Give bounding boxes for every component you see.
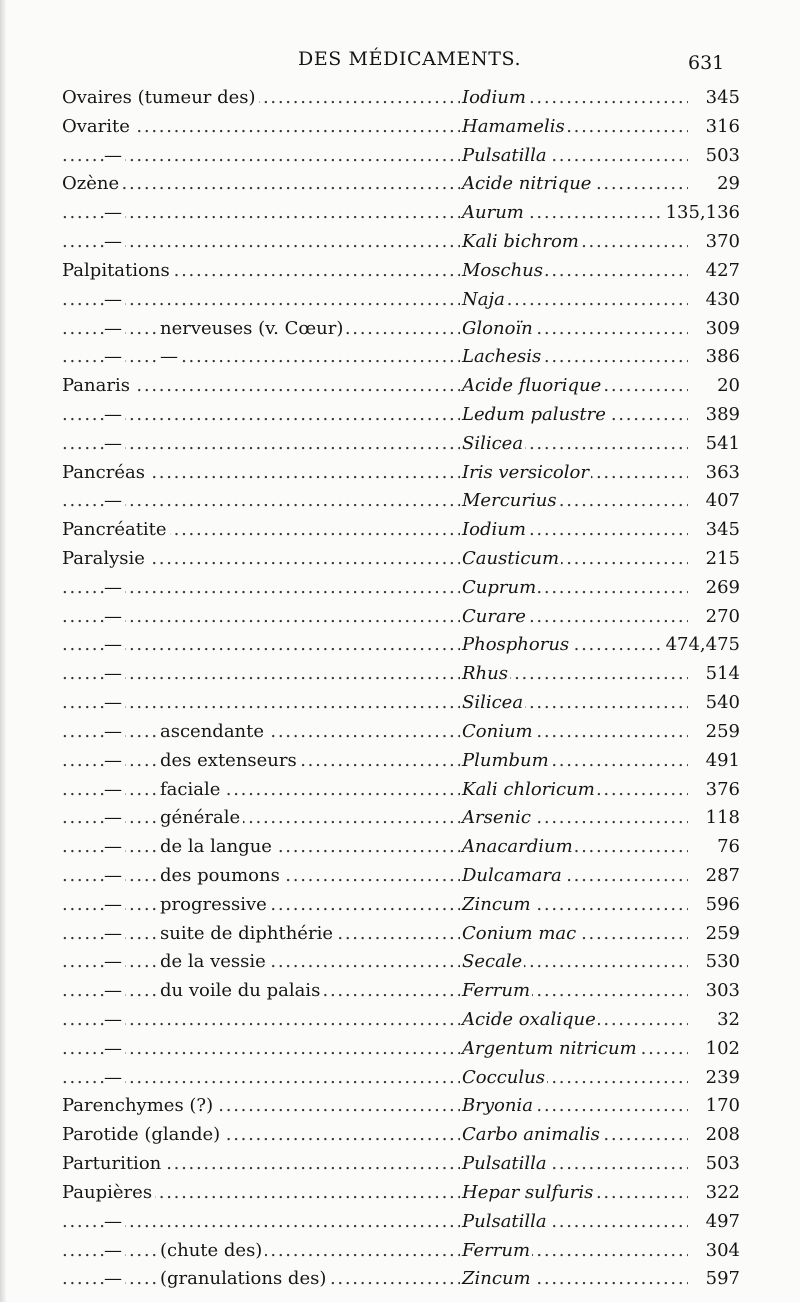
entry-subterm: ascendante	[160, 718, 267, 746]
entry-page-ref: 259	[703, 920, 740, 948]
entry-page-ref: 287	[703, 862, 740, 890]
entry-page-ref: 270	[703, 603, 740, 631]
entry-term: —	[104, 718, 125, 746]
entry-remedy: Mercurius	[462, 487, 559, 515]
entry-subterm: faciale	[160, 776, 223, 804]
index-entry	[0, 315, 800, 344]
entry-page-ref: 345	[703, 84, 740, 112]
entry-page-ref: 170	[703, 1092, 740, 1120]
entry-subterm: progressive	[160, 891, 270, 919]
entry-remedy: Bryonia	[462, 1092, 535, 1120]
entry-term: —	[104, 603, 125, 631]
entry-remedy: Pulsatilla	[462, 1150, 549, 1178]
entry-remedy: Pulsatilla	[462, 1208, 549, 1236]
entry-page-ref: 497	[703, 1208, 740, 1236]
entry-term: Pancréatite	[62, 516, 170, 544]
entry-page-ref: 29	[714, 170, 740, 198]
entry-term: Ozène	[62, 170, 122, 198]
entry-term: —	[104, 343, 125, 371]
index-entry	[0, 516, 800, 545]
index-entry	[0, 948, 800, 977]
index-entry	[0, 833, 800, 862]
entry-remedy: Iodium	[462, 84, 528, 112]
index-entry	[0, 920, 800, 949]
entry-page-ref: 596	[703, 891, 740, 919]
entry-remedy: Zincum	[462, 1265, 533, 1293]
entry-term: —	[104, 315, 125, 343]
entry-remedy: Arsenic	[462, 804, 533, 832]
entry-term: —	[104, 776, 125, 804]
entry-term: Parenchymes (?)	[62, 1092, 216, 1120]
index-entry	[0, 170, 800, 199]
index-entry	[0, 1035, 800, 1064]
entry-page-ref: 540	[703, 689, 740, 717]
entry-remedy: Kali chloricum	[462, 776, 597, 804]
entry-term: —	[104, 804, 125, 832]
entry-term: —	[104, 142, 125, 170]
index-entry	[0, 228, 800, 257]
entry-page-ref: 259	[703, 718, 740, 746]
index-entry	[0, 199, 800, 228]
entry-remedy: Kali bichrom	[462, 228, 581, 256]
entry-remedy: Iris versicolor	[462, 459, 591, 487]
entry-term: —	[104, 1064, 125, 1092]
entry-subterm: nerveuses (v. Cœur)	[160, 315, 346, 343]
entry-page-ref: 427	[703, 257, 740, 285]
entry-term: —	[104, 228, 125, 256]
entry-remedy: Acide nitrique	[462, 170, 593, 198]
entry-remedy: Silicea	[462, 430, 525, 458]
entry-term: —	[104, 920, 125, 948]
index-entry	[0, 286, 800, 315]
entry-term: —	[104, 1265, 125, 1293]
entry-page-ref: 503	[703, 142, 740, 170]
index-entry	[0, 1150, 800, 1179]
index-entry	[0, 1265, 800, 1294]
entry-page-ref: 345	[703, 516, 740, 544]
index-entry	[0, 1237, 800, 1266]
entry-page-ref: 491	[703, 747, 740, 775]
entry-remedy: Moschus	[462, 257, 545, 285]
entry-remedy: Ledum palustre	[462, 401, 608, 429]
entry-remedy: Cuprum	[462, 574, 538, 602]
entry-subterm: du voile du palais	[160, 977, 323, 1005]
index-entry	[0, 430, 800, 459]
entry-page-ref: 363	[703, 459, 740, 487]
entry-remedy: Rhus	[462, 660, 510, 688]
entry-page-ref: 316	[703, 113, 740, 141]
index-entry	[0, 401, 800, 430]
entry-term: —	[104, 977, 125, 1005]
entry-page-ref: 215	[703, 545, 740, 573]
index-entry	[0, 1208, 800, 1237]
entry-subterm: suite de diphthérie	[160, 920, 336, 948]
entry-page-ref: 102	[703, 1035, 740, 1063]
entry-page-ref: 370	[703, 228, 740, 256]
index-entry	[0, 1121, 800, 1150]
entry-remedy: Naja	[462, 286, 507, 314]
index-entry	[0, 257, 800, 286]
entry-remedy: Hamamelis	[462, 113, 567, 141]
index-entry	[0, 459, 800, 488]
entry-term: —	[104, 862, 125, 890]
entry-remedy: Hepar sulfuris	[462, 1179, 595, 1207]
entry-term: —	[104, 1035, 125, 1063]
entry-page-ref: 76	[714, 833, 740, 861]
entry-remedy: Causticum	[462, 545, 561, 573]
entry-term: —	[104, 430, 125, 458]
entry-term: Ovaires (tumeur des)	[62, 84, 259, 112]
entry-subterm: (granulations des)	[160, 1265, 329, 1293]
index-entry	[0, 1064, 800, 1093]
index-entry	[0, 862, 800, 891]
entry-term: —	[104, 1006, 125, 1034]
entry-term: —	[104, 631, 125, 659]
entry-page-ref: 430	[703, 286, 740, 314]
entry-page-ref: 20	[714, 372, 740, 400]
entry-term: Paupières	[62, 1179, 155, 1207]
entry-term: —	[104, 833, 125, 861]
entry-remedy: Acide fluorique	[462, 372, 603, 400]
entry-remedy: Zincum	[462, 891, 533, 919]
entry-remedy: Dulcamara	[462, 862, 564, 890]
index-entry	[0, 718, 800, 747]
index-entry	[0, 487, 800, 516]
entry-remedy: Lachesis	[462, 343, 543, 371]
entry-page-ref: 304	[703, 1237, 740, 1265]
entry-remedy: Carbo animalis	[462, 1121, 602, 1149]
entry-page-ref: 376	[703, 776, 740, 804]
index-entry	[0, 545, 800, 574]
index-entry	[0, 631, 800, 660]
index-list	[0, 84, 800, 1294]
page-header	[0, 48, 800, 78]
entry-remedy: Aurum	[462, 199, 526, 227]
entry-subterm: de la langue	[160, 833, 275, 861]
entry-page-ref: 303	[703, 977, 740, 1005]
index-entry	[0, 113, 800, 142]
entry-term: —	[104, 401, 125, 429]
entry-remedy: Silicea	[462, 689, 525, 717]
entry-remedy: Phosphorus	[462, 631, 571, 659]
entry-term: —	[104, 948, 125, 976]
entry-page-ref: 239	[703, 1064, 740, 1092]
entry-page-ref: 32	[714, 1006, 740, 1034]
entry-subterm: des extenseurs	[160, 747, 300, 775]
entry-remedy: Secale	[462, 948, 524, 976]
entry-page-ref: 386	[703, 343, 740, 371]
entry-page-ref: 208	[703, 1121, 740, 1149]
entry-term: Paralysie	[62, 545, 148, 573]
entry-remedy: Cocculus	[462, 1064, 547, 1092]
entry-subterm: (chute des)	[160, 1237, 265, 1265]
entry-subterm: générale	[160, 804, 243, 832]
index-entry	[0, 603, 800, 632]
entry-remedy: Plumbum	[462, 747, 551, 775]
entry-remedy: Ferrum	[462, 977, 532, 1005]
index-entry	[0, 1092, 800, 1121]
entry-remedy: Pulsatilla	[462, 142, 549, 170]
entry-page-ref: 530	[703, 948, 740, 976]
index-entry	[0, 343, 800, 372]
entry-page-ref: 118	[703, 804, 740, 832]
index-entry	[0, 891, 800, 920]
index-entry	[0, 1006, 800, 1035]
index-entry	[0, 660, 800, 689]
entry-remedy: Ferrum	[462, 1237, 532, 1265]
entry-page-ref: 269	[703, 574, 740, 602]
entry-term: Palpitations	[62, 257, 173, 285]
index-entry	[0, 574, 800, 603]
entry-term: —	[104, 574, 125, 602]
entry-term: —	[104, 747, 125, 775]
entry-remedy: Conium mac	[462, 920, 578, 948]
entry-remedy: Iodium	[462, 516, 528, 544]
entry-term: —	[104, 1237, 125, 1265]
entry-remedy: Acide oxalique	[462, 1006, 598, 1034]
entry-page-ref: 541	[703, 430, 740, 458]
index-entry	[0, 142, 800, 171]
entry-term: —	[104, 199, 125, 227]
entry-subterm: —	[160, 343, 181, 371]
entry-term: Panaris	[62, 372, 133, 400]
entry-page-ref: 503	[703, 1150, 740, 1178]
index-entry	[0, 372, 800, 401]
entry-page-ref: 514	[703, 660, 740, 688]
entry-remedy: Conium	[462, 718, 535, 746]
index-entry	[0, 689, 800, 718]
index-entry	[0, 84, 800, 113]
entry-page-ref: 389	[703, 401, 740, 429]
entry-term: —	[104, 286, 125, 314]
entry-term: Parturition	[62, 1150, 164, 1178]
entry-term: Ovarite	[62, 113, 133, 141]
entry-remedy: Glonoïn	[462, 315, 535, 343]
entry-term: —	[104, 689, 125, 717]
entry-term: Pancréas	[62, 459, 148, 487]
entry-remedy: Anacardium	[462, 833, 575, 861]
entry-term: —	[104, 660, 125, 688]
entry-remedy: Curare	[462, 603, 528, 631]
entry-page-ref: 135,136	[663, 199, 740, 227]
index-entry	[0, 1179, 800, 1208]
entry-term: —	[104, 891, 125, 919]
running-title: DES MÉDICAMENTS.	[298, 48, 522, 70]
entry-term: —	[104, 1208, 125, 1236]
entry-page-ref: 474,475	[663, 631, 740, 659]
entry-page-ref: 597	[703, 1265, 740, 1293]
entry-term: —	[104, 487, 125, 515]
entry-subterm: des poumons	[160, 862, 283, 890]
entry-page-ref: 407	[703, 487, 740, 515]
entry-term: Parotide (glande)	[62, 1121, 223, 1149]
entry-page-ref: 322	[703, 1179, 740, 1207]
entry-subterm: de la vessie	[160, 948, 269, 976]
entry-remedy: Argentum nitricum	[462, 1035, 639, 1063]
index-entry	[0, 804, 800, 833]
index-entry	[0, 747, 800, 776]
index-entry	[0, 977, 800, 1006]
entry-page-ref: 309	[703, 315, 740, 343]
page-number: 631	[688, 52, 725, 74]
index-entry	[0, 776, 800, 805]
